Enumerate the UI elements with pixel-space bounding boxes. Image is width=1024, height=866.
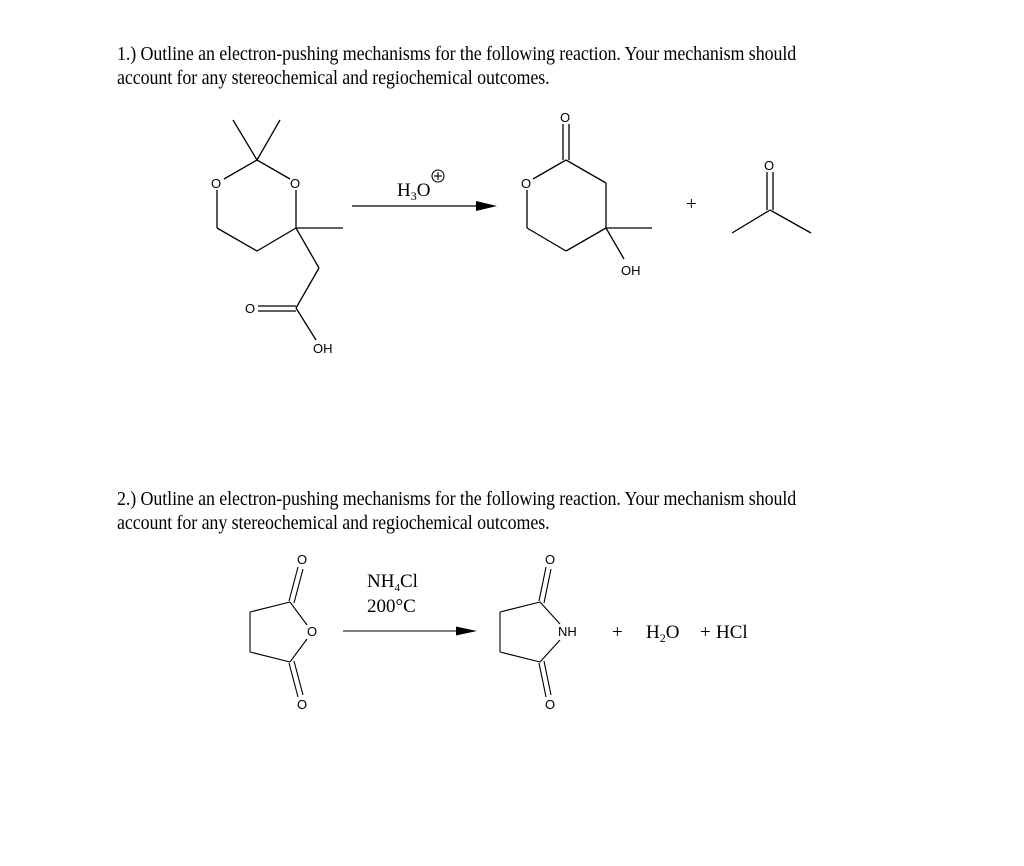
reaction-2-arrow (343, 627, 477, 636)
reaction-1-product-lactone (521, 110, 652, 278)
succinimide-bottom-oxygen: O (545, 697, 556, 712)
question-1-line-2: account for any stereochemical and regiochemical outcomes. (117, 68, 550, 89)
reagent-nh: NH (367, 571, 395, 592)
reagent-subscript-3: 3 (410, 189, 417, 203)
reaction-1-product-acetone (732, 158, 811, 233)
reagent-o: O (416, 180, 431, 201)
reagent-subscript-4: 4 (394, 582, 400, 594)
lactone-carbonyl-oxygen: O (560, 110, 571, 125)
succinimide-top-oxygen: O (545, 552, 556, 567)
hcl-product: HCl (716, 622, 748, 643)
water-subscript-2: 2 (659, 631, 666, 645)
reaction-2-reactant-anhydride (250, 552, 317, 712)
question-2-line-2: account for any stereochemical and regiochemical outcomes. (117, 513, 550, 534)
reactant-1-oxygen-left: O (211, 176, 222, 191)
lactone-hydroxyl: OH (621, 263, 641, 278)
reaction-2-plus-1: + (612, 622, 623, 643)
question-1-line-1: 1.) Outline an electron-pushing mechanisms for the following reaction. Your mechanism should (117, 44, 797, 65)
reaction-1-arrow (352, 201, 497, 211)
water-h: H (646, 622, 660, 643)
reagent-temperature: 200°C (367, 596, 416, 617)
svg-text:H3O (397, 180, 430, 203)
reaction-2-product-succinimide (500, 552, 577, 712)
reaction-2-reagent (367, 571, 418, 617)
reaction-1-reactant (211, 120, 343, 356)
anhydride-ring-oxygen: O (307, 624, 318, 639)
acetone-carbonyl-oxygen: O (764, 158, 775, 173)
lactone-ring-oxygen: O (521, 176, 532, 191)
succinimide-nh: NH (558, 624, 577, 639)
reagent-cl: Cl (399, 571, 418, 592)
reaction-2-plus-2: + (700, 622, 711, 643)
reaction-1-reagent (397, 170, 444, 203)
question-2-line-1: 2.) Outline an electron-pushing mechanisms for the following reaction. Your mechanism should (117, 489, 797, 510)
reaction-1-plus: + (686, 194, 697, 215)
reactant-1-oxygen-right: O (290, 176, 301, 191)
reactant-1-carbonyl-oxygen: O (245, 301, 256, 316)
water-o: O (665, 622, 680, 643)
anhydride-top-oxygen: O (297, 552, 308, 567)
water-product (646, 622, 679, 645)
anhydride-bottom-oxygen: O (297, 697, 308, 712)
svg-text:NH4Cl (367, 571, 418, 594)
reactant-1-hydroxyl: OH (313, 341, 333, 356)
reagent-h: H (397, 180, 411, 201)
